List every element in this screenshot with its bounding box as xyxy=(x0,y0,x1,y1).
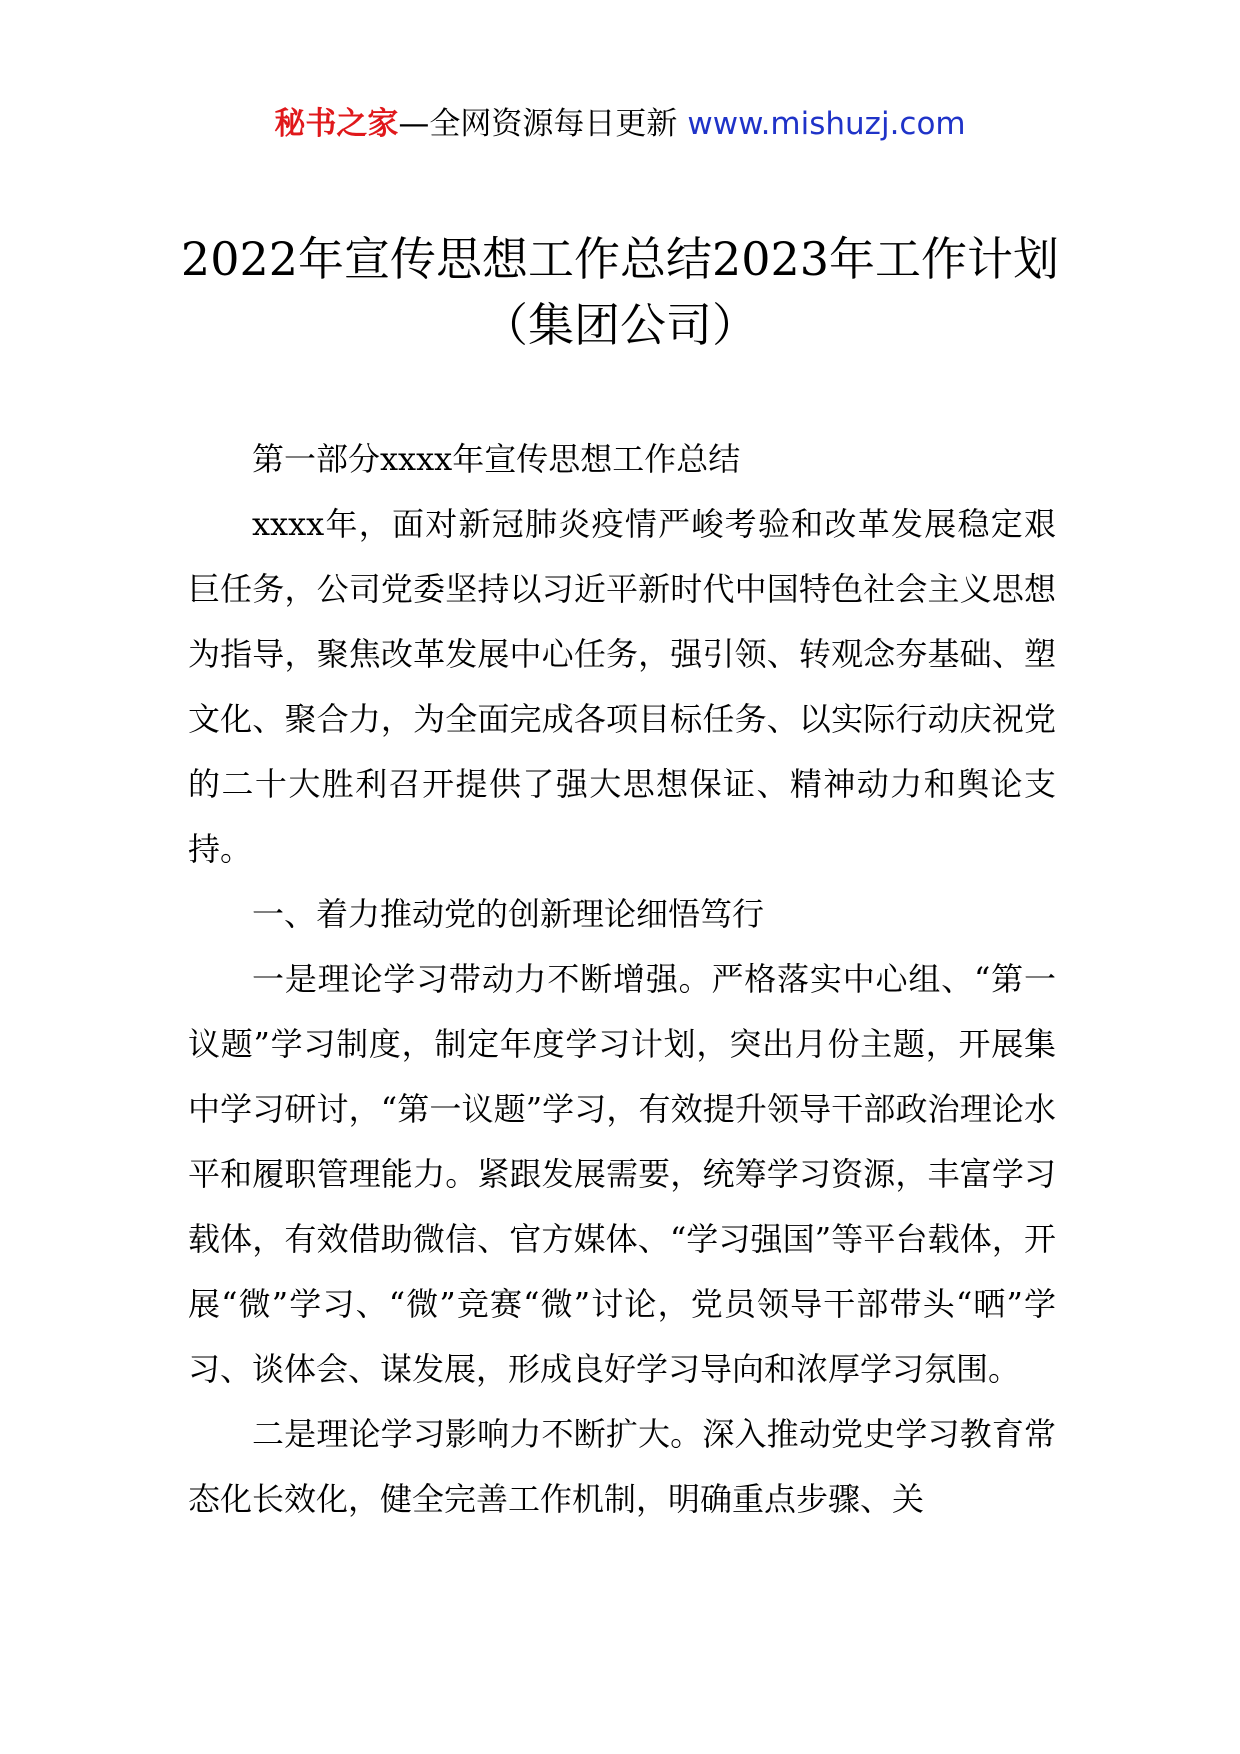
document-body xyxy=(188,427,1056,1532)
site-url-link[interactable]: www.mishuzj.com xyxy=(687,106,966,142)
section-heading: 一、着力推动党的创新理论细悟笃行 xyxy=(252,895,765,933)
site-header xyxy=(0,102,1240,146)
site-slogan: —全网资源每日更新 xyxy=(398,106,678,142)
body-paragraph: 二是理论学习影响力不断扩大。深入推动党史学习教育常态化长效化，健全完善工作机制，明确重点步骤、关 xyxy=(188,1415,1056,1518)
document-title-line1: 2022年宣传思想工作总结2023年工作计划 xyxy=(180,232,1060,286)
document-title-line2: （集团公司） xyxy=(482,298,758,352)
part-heading: 第一部分xxxx年宣传思想工作总结 xyxy=(252,440,741,478)
site-brand: 秘书之家 xyxy=(274,106,399,142)
intro-paragraph: xxxx年，面对新冠肺炎疫情严峻考验和改革发展稳定艰巨任务，公司党委坚持以习近平新时代中国特色社会主义思想为指导，聚焦改革发展中心任务，强引领、转观念夯基础、塑文化、聚合力，为全面完成各项目标任务、以实际行动庆祝党的二十大胜利召开提供了强大思想保证、精神动力和舆论支持。 xyxy=(188,505,1056,868)
body-paragraph: 一是理论学习带动力不断增强。严格落实中心组、“第一议题”学习制度，制定年度学习计划，突出月份主题，开展集中学习研讨，“第一议题”学习，有效提升领导干部政治理论水平和履职管理能力。紧跟发展需要，统筹学习资源，丰富学习载体，有效借助微信、官方媒体、“学习强国”等平台载体，开展“微”学习、“微”竞赛“微”讨论，党员领导干部带头“晒”学习、谈体会、谋发展，形成良好学习导向和浓厚学习氛围。 xyxy=(188,960,1056,1388)
document-title xyxy=(0,226,1240,358)
